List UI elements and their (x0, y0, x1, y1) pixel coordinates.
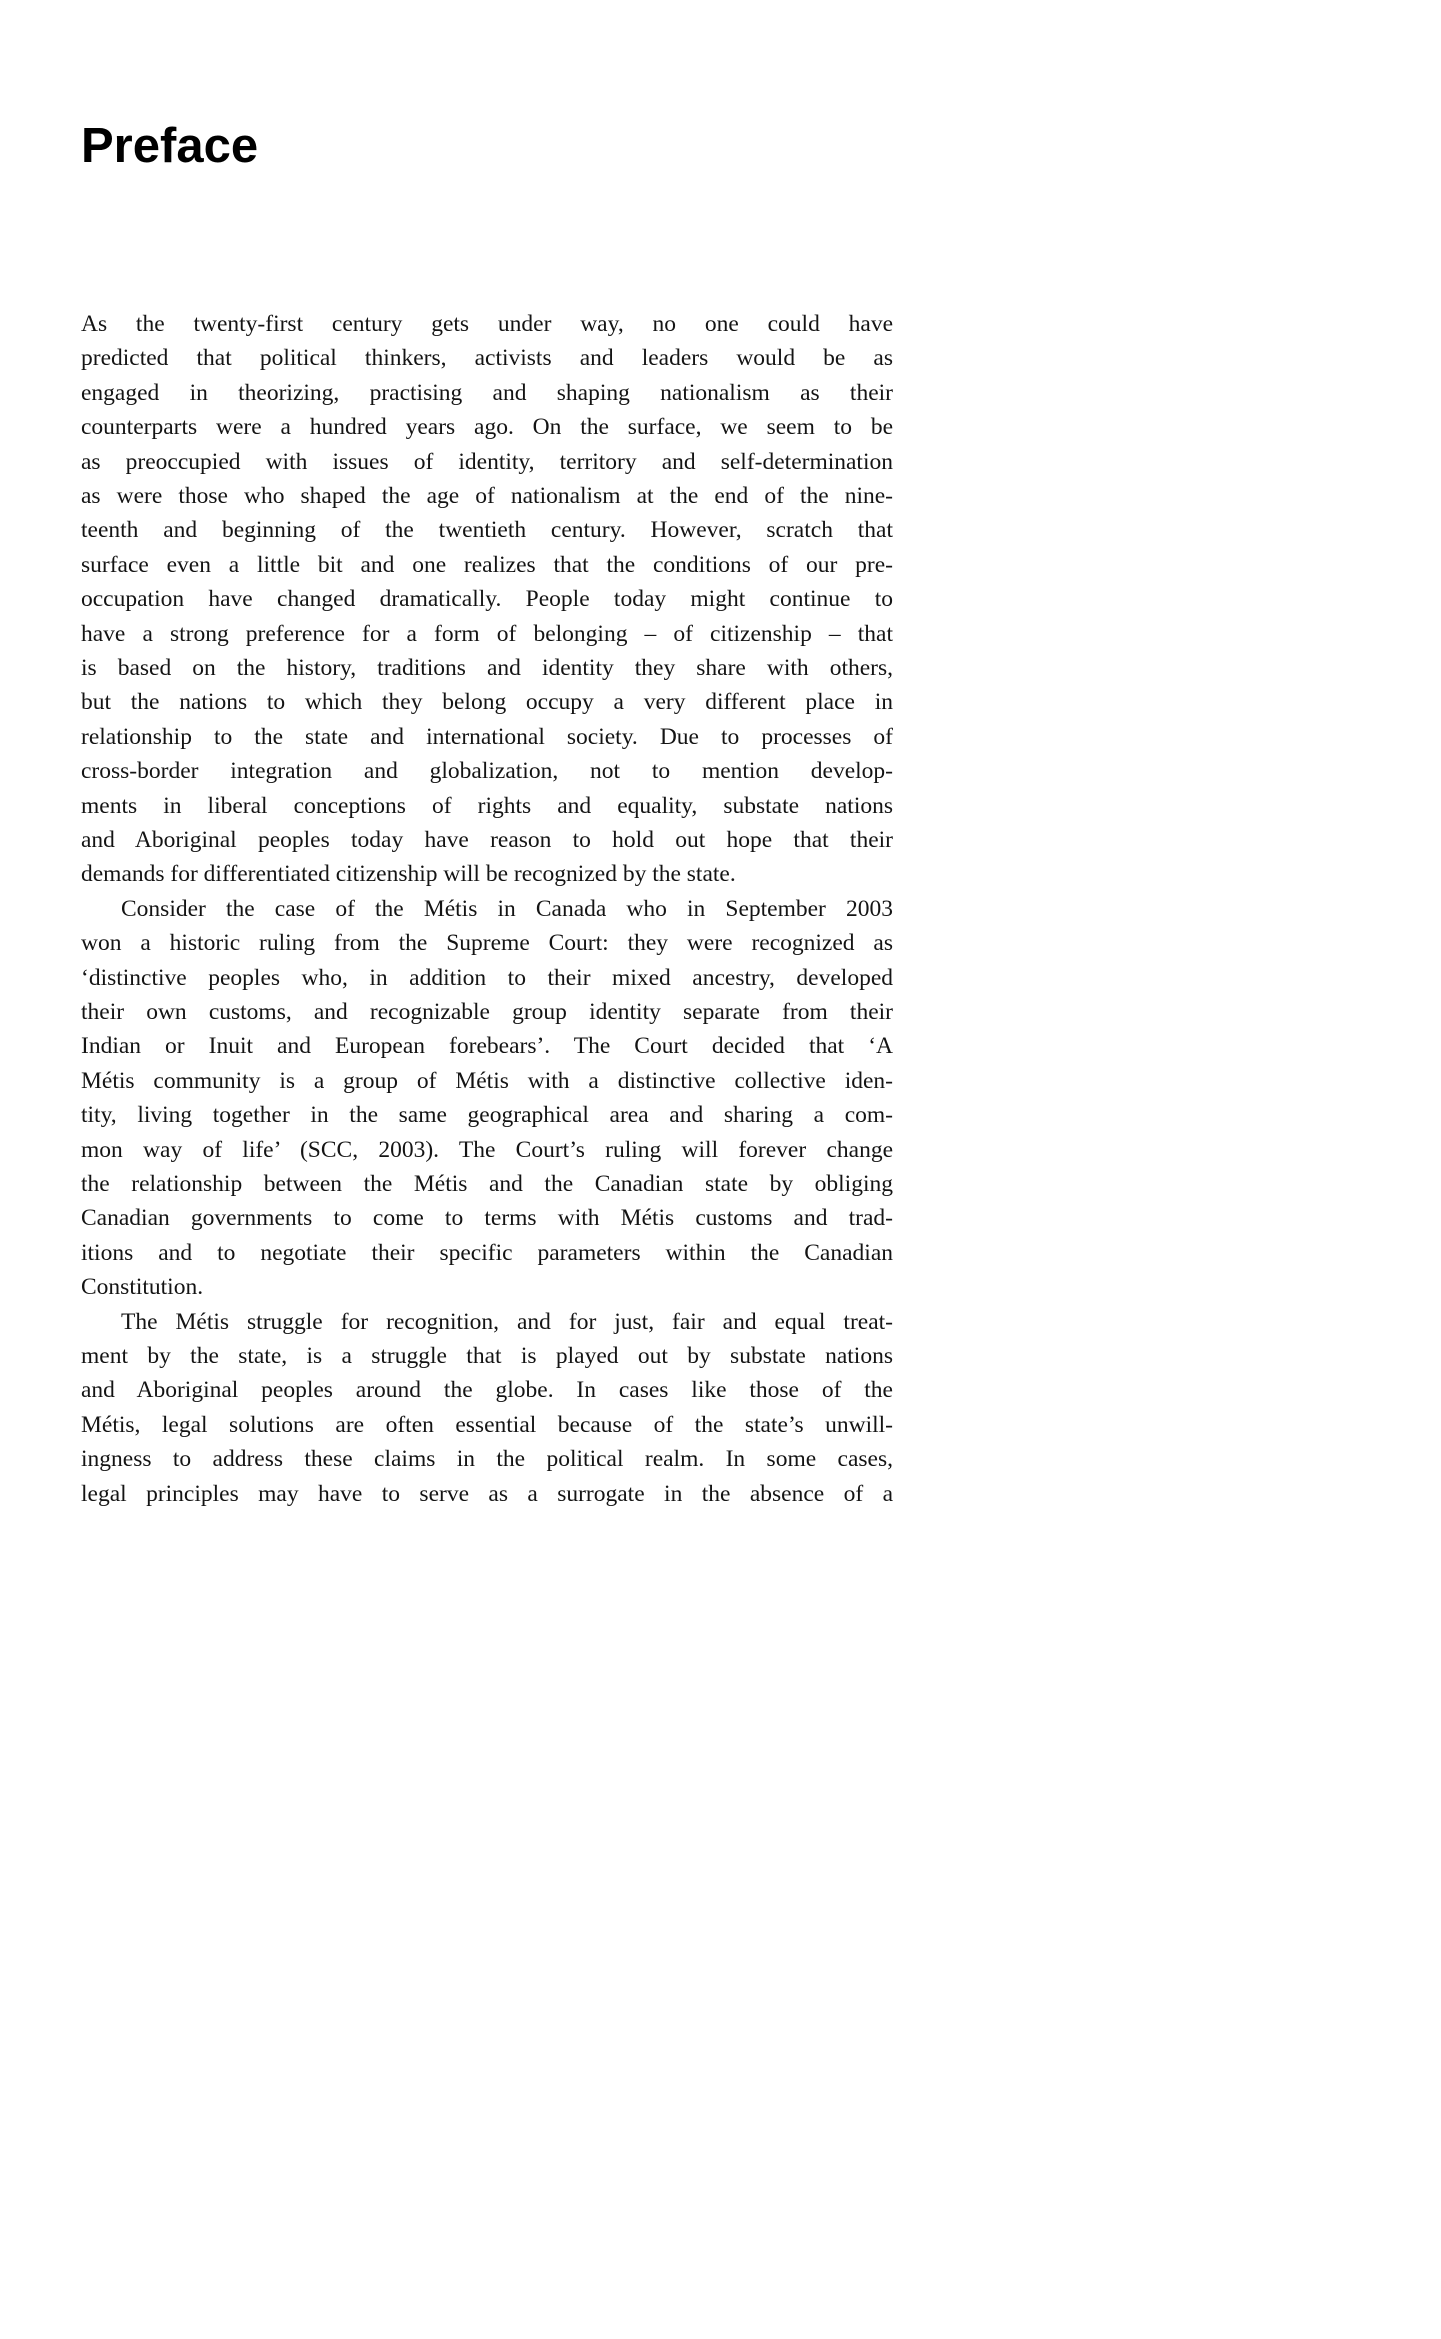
text-line: is based on the history, traditions and identity they share with others, (81, 654, 893, 681)
text-line: Métis, legal solutions are often essential because of the state’s unwill- (81, 1411, 893, 1438)
text-line: Canadian governments to come to terms with Métis customs and trad- (81, 1205, 893, 1232)
text-line: Consider the case of the Métis in Canada who in September 2003 (121, 895, 893, 922)
text-line: itions and to negotiate their specific parameters within the Canadian (81, 1239, 893, 1266)
text-line: Constitution. (81, 1274, 204, 1301)
text-line: the relationship between the Métis and the Canadian state by obliging (81, 1171, 893, 1198)
text-line: Métis community is a group of Métis with a distinctive collective iden- (81, 1067, 893, 1094)
text-line: demands for differentiated citizenship will be recognized by the state. (81, 861, 736, 888)
text-line: teenth and beginning of the twentieth century. However, scratch that (81, 517, 893, 544)
text-line: won a historic ruling from the Supreme Court: they were recognized as (81, 930, 893, 957)
preface-text (81, 307, 893, 1511)
paragraph (81, 1305, 893, 1511)
text-line: ments in liberal conceptions of rights and equality, substate nations (81, 792, 893, 819)
paragraph (81, 307, 893, 892)
text-line: counterparts were a hundred years ago. On the surface, we seem to be (81, 414, 893, 441)
text-line: cross-border integration and globalization, not to mention develop- (81, 758, 893, 785)
text-line: surface even a little bit and one realizes that the conditions of our pre- (81, 551, 893, 578)
text-line: ‘distinctive peoples who, in addition to their mixed ancestry, developed (81, 964, 893, 991)
text-line: legal principles may have to serve as a surrogate in the absence of a (81, 1480, 893, 1507)
text-line: their own customs, and recognizable group identity separate from their (81, 999, 893, 1026)
text-line: occupation have changed dramatically. People today might continue to (81, 586, 893, 613)
paragraph (81, 892, 893, 1305)
text-line: predicted that political thinkers, activists and leaders would be as (81, 345, 893, 372)
page-title: Preface (81, 119, 259, 173)
text-line: As the twenty-first century gets under way, no one could have (81, 310, 893, 337)
text-line: but the nations to which they belong occupy a very different place in (81, 689, 893, 716)
text-line: ingness to address these claims in the political realm. In some cases, (81, 1446, 893, 1473)
text-line: engaged in theorizing, practising and shaping nationalism as their (81, 379, 893, 406)
text-line: ment by the state, is a struggle that is played out by substate nations (81, 1343, 893, 1370)
text-line: The Métis struggle for recognition, and for just, fair and equal treat- (121, 1308, 893, 1335)
text-line: as were those who shaped the age of nationalism at the end of the nine- (81, 482, 893, 509)
text-line: and Aboriginal peoples today have reason to hold out hope that their (81, 826, 893, 853)
text-line: tity, living together in the same geographical area and sharing a com- (81, 1102, 893, 1129)
text-line: Indian or Inuit and European forebears’. The Court decided that ‘A (81, 1033, 893, 1060)
text-line: as preoccupied with issues of identity, territory and self-determination (81, 448, 893, 475)
text-line: mon way of life’ (SCC, 2003). The Court’s ruling will forever change (81, 1136, 893, 1163)
text-line: and Aboriginal peoples around the globe. In cases like those of the (81, 1377, 893, 1404)
text-line: relationship to the state and international society. Due to processes of (81, 723, 893, 750)
text-line: have a strong preference for a form of belonging – of citizenship – that (81, 620, 893, 647)
book-page (81, 120, 893, 1511)
